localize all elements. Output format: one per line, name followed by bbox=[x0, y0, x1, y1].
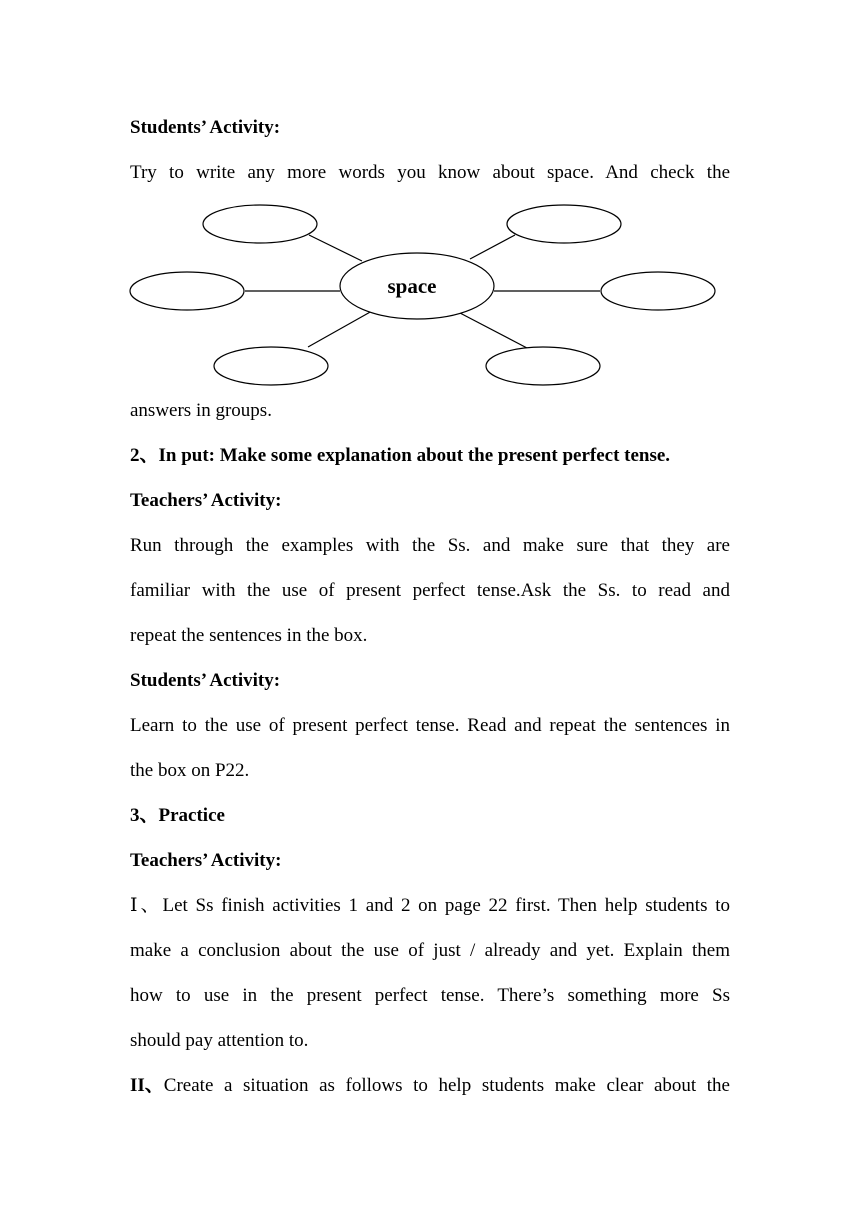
mindmap-connector bbox=[460, 313, 527, 348]
students-activity-heading: Students’ Activity: bbox=[130, 670, 281, 691]
mindmap-blank-node bbox=[486, 347, 600, 385]
section-3-heading: 3、Practice bbox=[130, 805, 225, 826]
mindmap-blank-node bbox=[214, 347, 328, 385]
section-2-heading: 2、In put: Make some explanation about the present perfect tense. bbox=[130, 445, 671, 466]
paragraph-line: answers in groups. bbox=[130, 400, 272, 421]
paragraph-line: Create a situation as follows to help students make clear about the bbox=[163, 1075, 730, 1096]
paragraph-line: make a conclusion about the use of just / already and yet. Explain them bbox=[130, 940, 730, 961]
space-mind-map bbox=[0, 0, 860, 400]
mindmap-center-label: space bbox=[387, 274, 437, 298]
mindmap-connector bbox=[470, 235, 515, 259]
paragraph-line: repeat the sentences in the box. bbox=[130, 625, 368, 646]
paragraph-line: Ⅰ、Let Ss finish activities 1 and 2 on page 22 first. Then help students to bbox=[130, 895, 730, 916]
paragraph-line: should pay attention to. bbox=[130, 1030, 309, 1051]
mindmap-blank-node bbox=[507, 205, 621, 243]
paragraph-line: Run through the examples with the Ss. and make sure that they are bbox=[130, 535, 730, 556]
list-marker-ii: II、 bbox=[130, 1075, 164, 1096]
paragraph-line: familiar with the use of present perfect tense.Ask the Ss. to read and bbox=[130, 580, 730, 601]
mindmap-blank-node bbox=[203, 205, 317, 243]
paragraph-line: Try to write any more words you know about space. And check the bbox=[130, 162, 730, 183]
teachers-activity-heading: Teachers’ Activity: bbox=[130, 850, 282, 871]
teachers-activity-heading: Teachers’ Activity: bbox=[130, 490, 282, 511]
numbered-paragraph-line bbox=[130, 1074, 730, 1098]
paragraph-line: Learn to the use of present perfect tense. Read and repeat the sentences in bbox=[130, 715, 730, 736]
mindmap-blank-node bbox=[601, 272, 715, 310]
students-activity-heading: Students’ Activity: bbox=[130, 117, 281, 138]
mindmap-connector bbox=[308, 311, 372, 347]
mindmap-connector bbox=[309, 235, 362, 261]
paragraph-line: how to use in the present perfect tense. There’s something more Ss bbox=[130, 985, 730, 1006]
mindmap-blank-node bbox=[130, 272, 244, 310]
paragraph-line: the box on P22. bbox=[130, 760, 250, 781]
